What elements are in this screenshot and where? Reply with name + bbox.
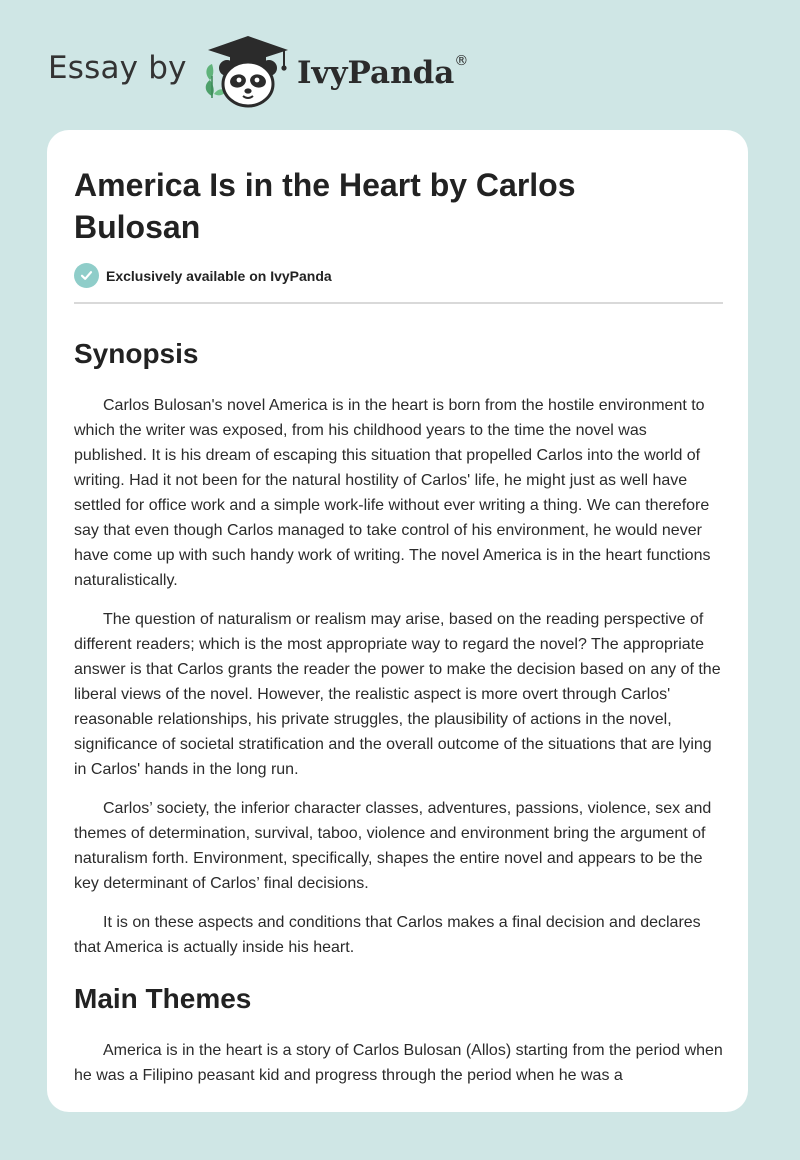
section-heading: Main Themes xyxy=(74,983,252,1014)
check-circle-icon xyxy=(74,263,99,288)
brand-text: IvyPanda xyxy=(297,55,455,91)
exclusive-badge xyxy=(74,263,332,288)
paragraph: It is on these aspects and conditions that Carlos makes a final decision and declares that America is actually inside his heart. xyxy=(74,914,701,956)
article-title: America Is in the Heart by Carlos Bulosan xyxy=(74,167,576,245)
registered-mark: ® xyxy=(454,53,469,69)
section-synopsis xyxy=(74,329,724,960)
article-card xyxy=(47,130,748,1112)
paragraph: Carlos Bulosan's novel America is in the heart is born from the hostile environment to which the writer was exposed, from his childhood years to the time the novel was published. It is his dream of escaping this situation that propelled Carlos into the world of writing. Had it not been for the natural hostility of Carlos' life, he might just as well have settled for office work and a simple work-life without ever writing a thing. We can therefore say that even though Carlos managed to take control of his environment, he would never have come up with such handy work of writing. The novel America is in the heart functions naturalistically. xyxy=(74,397,711,589)
section-main-themes xyxy=(74,974,724,1088)
panda-graduate-icon xyxy=(200,30,296,110)
exclusive-label: Exclusively available on IvyPanda xyxy=(106,267,332,284)
section-heading: Synopsis xyxy=(74,338,199,369)
paragraph: Carlos’ society, the inferior character classes, adventures, passions, violence, sex and themes of determination, survival, taboo, violence and environment bring the argument of naturalism forth. Environment, specifically, shapes the entire novel and appears to be the key determinant of Carlos’ final decisions. xyxy=(74,800,712,892)
site-header xyxy=(0,0,800,130)
title-divider xyxy=(74,302,723,304)
essay-by-label: Essay by xyxy=(48,50,187,86)
paragraph: America is in the heart is a story of Carlos Bulosan (Allos) starting from the period when he was a Filipino peasant kid and progress through the period when he was a xyxy=(74,1042,723,1084)
paragraph: The question of naturalism or realism may arise, based on the reading perspective of different readers; which is the most appropriate way to regard the novel? The appropriate answer is that Carlos grants the reader the power to make the decision based on any of the liberal views of the novel. However, the realistic aspect is more overt through Carlos' reasonable relationships, his private struggles, the plausibility of actions in the novel, significance of societal stratification and the overall outcome of the situations that are lying in Carlos' hands in the long run. xyxy=(74,611,721,778)
article-content xyxy=(74,320,724,1102)
brand-name[interactable] xyxy=(297,55,468,91)
